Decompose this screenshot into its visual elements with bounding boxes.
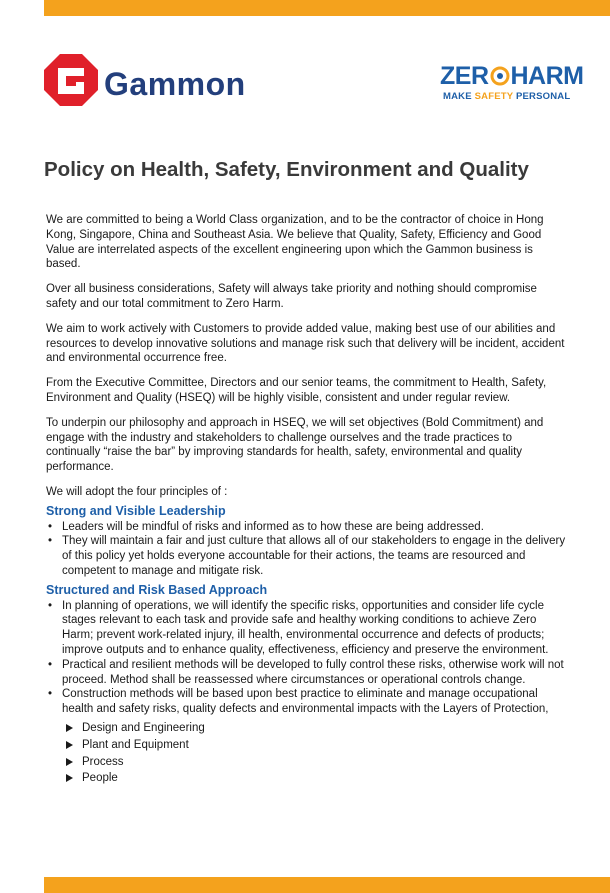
layers-of-protection-list — [46, 721, 566, 786]
list-item: • Construction methods will be based upon best practice to eliminate and manage occupational health and safety risks, quality defects and environmental impacts with the Layers of Protection, — [46, 687, 566, 717]
bottom-accent-bar — [44, 877, 610, 893]
sub-list-item: People — [46, 771, 566, 786]
paragraph-leadership-commitment: From the Executive Committee, Directors and our senior teams, the commitment to Health, Safety, Environment and Quality (HSEQ) will be highly visible, consistent and under regular review. — [46, 377, 547, 404]
target-o-icon — [490, 66, 510, 86]
zero-harm-logo — [440, 62, 584, 106]
list-item: • Leaders will be mindful of risks and informed as to how these are being addressed. — [46, 520, 566, 535]
section-heading-leadership: Strong and Visible Leadership — [46, 503, 226, 518]
sub-list-item: Design and Engineering — [46, 721, 566, 736]
paragraph-commitment: We are committed to being a World Class organization, and to be the contractor of choice in Hong Kong, Singapore, China and Southeast Asia. We believe that Quality, Safety, Efficiency and Good Value are interrelated aspects of the excellent engineering upon which the Gammon business is based. — [46, 214, 544, 271]
list-item: • In planning of operations, we will identify the specific risks, opportunities and consider life cycle stages relevant to each task and provide safe and healthy working conditions to achieve Zero Harm; prevent work-related injury, ill health, environmental occurrence and defects of products; improve outputs and to enhance quality, effectiveness, efficiency and preserve the environment. — [46, 599, 566, 658]
page-title: Policy on Health, Safety, Environment and Quality — [44, 158, 529, 181]
gammon-logo — [44, 52, 284, 108]
list-item: • They will maintain a fair and just culture that allows all of our stakeholders to engage in the delivery of this policy yet holds everyone accountable for their actions, the teams are resourced and competent to manage and mitigate risk. — [46, 534, 566, 578]
paragraph-principles-intro: We will adopt the four principles of : — [46, 485, 228, 498]
zero-harm-wordmark: ZER HARM — [440, 62, 584, 90]
sub-list-item: Plant and Equipment — [46, 738, 566, 753]
list-item: • Practical and resilient methods will be developed to fully control these risks, otherwise work will not proceed. Method shall be reassessed where circumstances or operational controls change. — [46, 658, 566, 688]
paragraph-customers: We aim to work actively with Customers to provide added value, making best use of our abilities and resources to develop innovative solutions and manage risk such that delivery will be incident, accident and environmental occurrence free. — [46, 322, 565, 365]
sub-list-item: Process — [46, 755, 566, 770]
section-heading-risk-approach: Structured and Risk Based Approach — [46, 582, 268, 597]
risk-approach-bullet-list — [46, 599, 566, 717]
gammon-logo-mark-icon — [44, 54, 98, 106]
paragraph-safety-priority: Over all business considerations, Safety will always take priority and nothing should compromise safety and our total commitment to Zero Harm. — [46, 283, 537, 310]
paragraph-objectives: To underpin our philosophy and approach in HSEQ, we will set objectives (Bold Commitment) and engage with the industry and stakeholders to challenge ourselves and the trade practices to continually “raise the bar” by improving standards for health, safety, environmental and quality performance. — [46, 416, 544, 474]
policy-body — [46, 213, 566, 788]
top-accent-bar — [44, 0, 610, 16]
gammon-wordmark: Gammon — [104, 66, 246, 102]
leadership-bullet-list — [46, 520, 566, 579]
zero-harm-tagline: MAKE SAFETY PERSONAL — [443, 91, 571, 102]
